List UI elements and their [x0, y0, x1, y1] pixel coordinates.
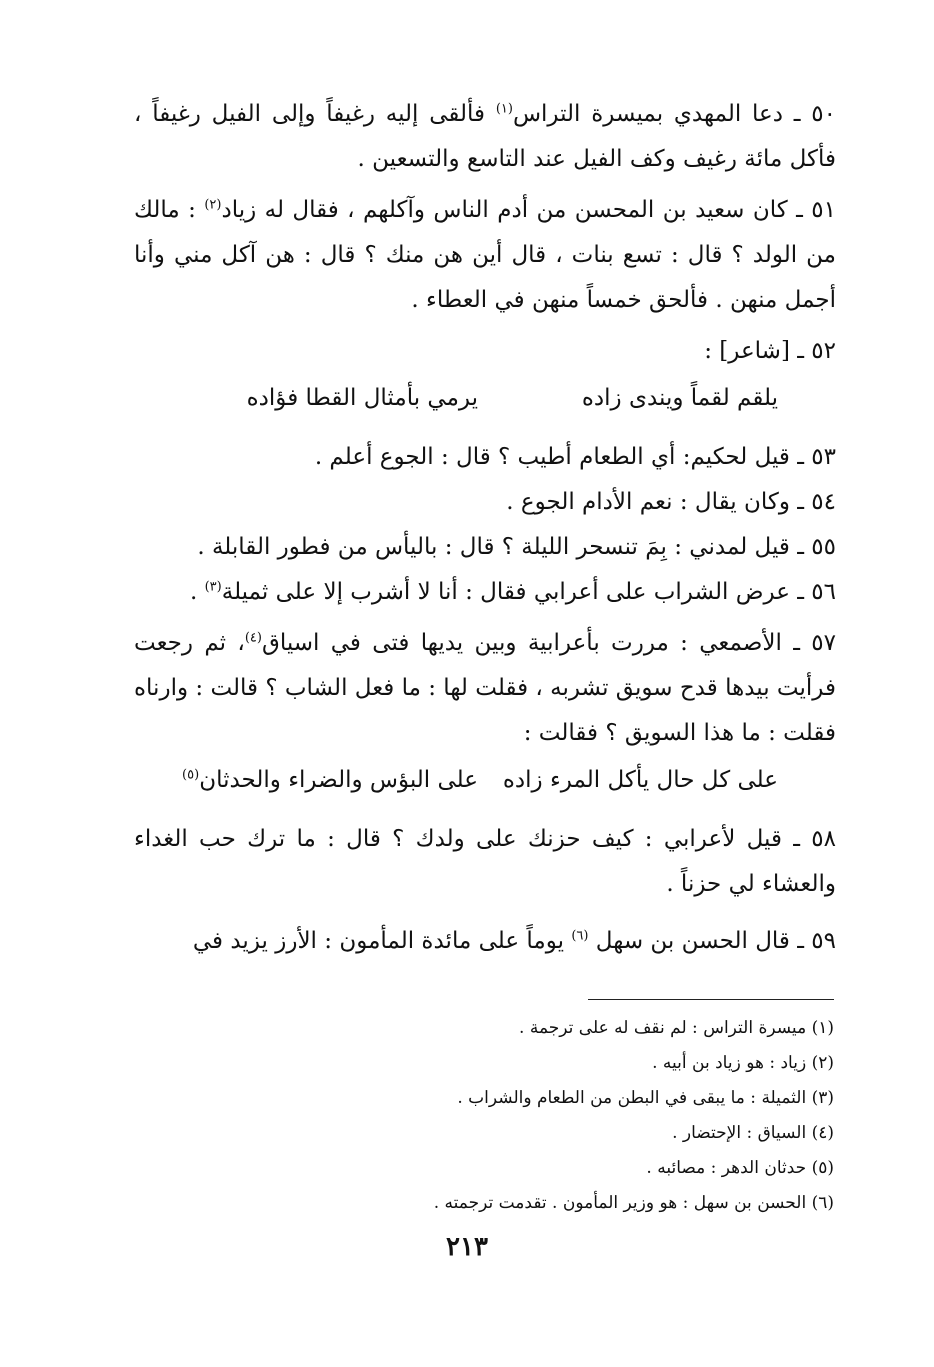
- footnote-divider: [588, 999, 834, 1000]
- anecdote-52: [134, 329, 836, 374]
- anecdote-55: [134, 525, 836, 570]
- footnote-6: (٦) الحسن بن سهل : هو وزير المأمون . تقدمت ترجمته .: [433, 1193, 834, 1213]
- paragraph-text: ٥٩ ـ قال الحسن بن سهل: [588, 928, 836, 954]
- anecdote-54: [134, 480, 836, 525]
- footnote-4: (٤) السياق : الإحتضار .: [672, 1123, 834, 1143]
- paragraph-text: ٥٣ ـ قيل لحكيم: أي الطعام أطيب ؟ قال : الجوع أعلم .: [314, 444, 836, 470]
- paragraph-text: فألقى إليه رغيفاً وإلى الفيل رغيفاً ، فأكل مائة رغيف وكف الفيل عند التاسع والتسعين .: [134, 101, 836, 172]
- anecdote-53: [134, 435, 836, 480]
- paragraph-text: ٥٧ ـ الأصمعي : مررت بأعرابية وبين يديها فتى في اسياق: [261, 630, 836, 656]
- footnote-2: (٢) زياد : هو زياد بن أبيه .: [652, 1053, 834, 1073]
- main-text: [134, 92, 836, 964]
- footnote-ref[interactable]: (٢): [204, 197, 222, 213]
- verse-second-hemistich: يرمي بأمثال القطا فؤاده: [246, 385, 478, 411]
- anecdote-51: [134, 188, 836, 323]
- anecdote-59: [134, 919, 836, 964]
- paragraph-text: : مالك من الولد ؟ قال : تسع بنات ، قال أين هن منك ؟ قال : هن آكل مني وأنا أجمل منهن . فألحق خمساً منهن في العطاء .: [134, 197, 836, 313]
- footnote-ref[interactable]: (٣): [204, 579, 222, 595]
- anecdote-56: [134, 570, 836, 615]
- footnote-5: (٥) حدثان الدهر : مصائبه .: [646, 1158, 834, 1178]
- paragraph-text: ٥٥ ـ قيل لمدني : بِمَ تنسحر الليلة ؟ قال : باليأس من فطور القابلة .: [197, 534, 836, 560]
- footnote-ref[interactable]: (٤): [244, 630, 262, 646]
- hemistich-text: على البؤس والضراء والحدثان: [199, 767, 478, 793]
- anecdote-58: [134, 817, 836, 907]
- paragraph-text: .: [189, 579, 205, 605]
- footnote-ref[interactable]: (٦): [571, 928, 589, 944]
- verse-first-hemistich: يلقم لقماً ويندى زاده: [581, 385, 778, 411]
- verse-line: [134, 758, 836, 803]
- paragraph-text: ٥١ ـ كان سعيد بن المحسن من أدم الناس وآكلهم ، فقال له زياد: [221, 197, 837, 223]
- footnote-1: (١) ميسرة التراس : لم نقف له على ترجمة .: [519, 1018, 834, 1038]
- paragraph-text: ٥٠ ـ دعا المهدي بميسرة التراس: [512, 101, 837, 127]
- paragraph-text: ٥٨ ـ قيل لأعرابي : كيف حزنك على ولدك ؟ قال : ما ترك حب الغداء والعشاء لي حزناً .: [134, 826, 836, 897]
- verse-second-hemistich: [158, 758, 478, 803]
- footnote-ref[interactable]: (١): [495, 101, 513, 117]
- paragraph-text: ، ثم رجعت فرأيت بيدها قدح سويق تشربه ، فقلت لها : ما فعل الشاب ؟ قالت : وارناه فقلت : ما هذا السويق ؟ فقالت :: [134, 630, 836, 746]
- paragraph-text: ٥٤ ـ وكان يقال : نعم الأدام الجوع .: [506, 489, 836, 515]
- verse-first-hemistich: على كل حال يأكل المرء زاده: [502, 767, 778, 793]
- page-number: ٢١٣: [446, 1232, 488, 1262]
- footnote-ref[interactable]: (٥): [182, 767, 200, 783]
- paragraph-text: ٥٦ ـ عرض الشراب على أعرابي فقال : أنا لا أشرب إلا على ثميلة: [221, 579, 836, 605]
- anecdote-50: [134, 92, 836, 182]
- verse-line: [134, 376, 836, 421]
- anecdote-57: [134, 621, 836, 756]
- paragraph-text: ٥٢ ـ [شاعر] :: [704, 338, 836, 364]
- footnote-3: (٣) الثميلة : ما يبقى في البطن من الطعام والشراب .: [457, 1088, 834, 1108]
- footnotes: [300, 1011, 834, 1221]
- paragraph-text: يوماً على مائدة المأمون : الأرز يزيد في: [192, 928, 572, 954]
